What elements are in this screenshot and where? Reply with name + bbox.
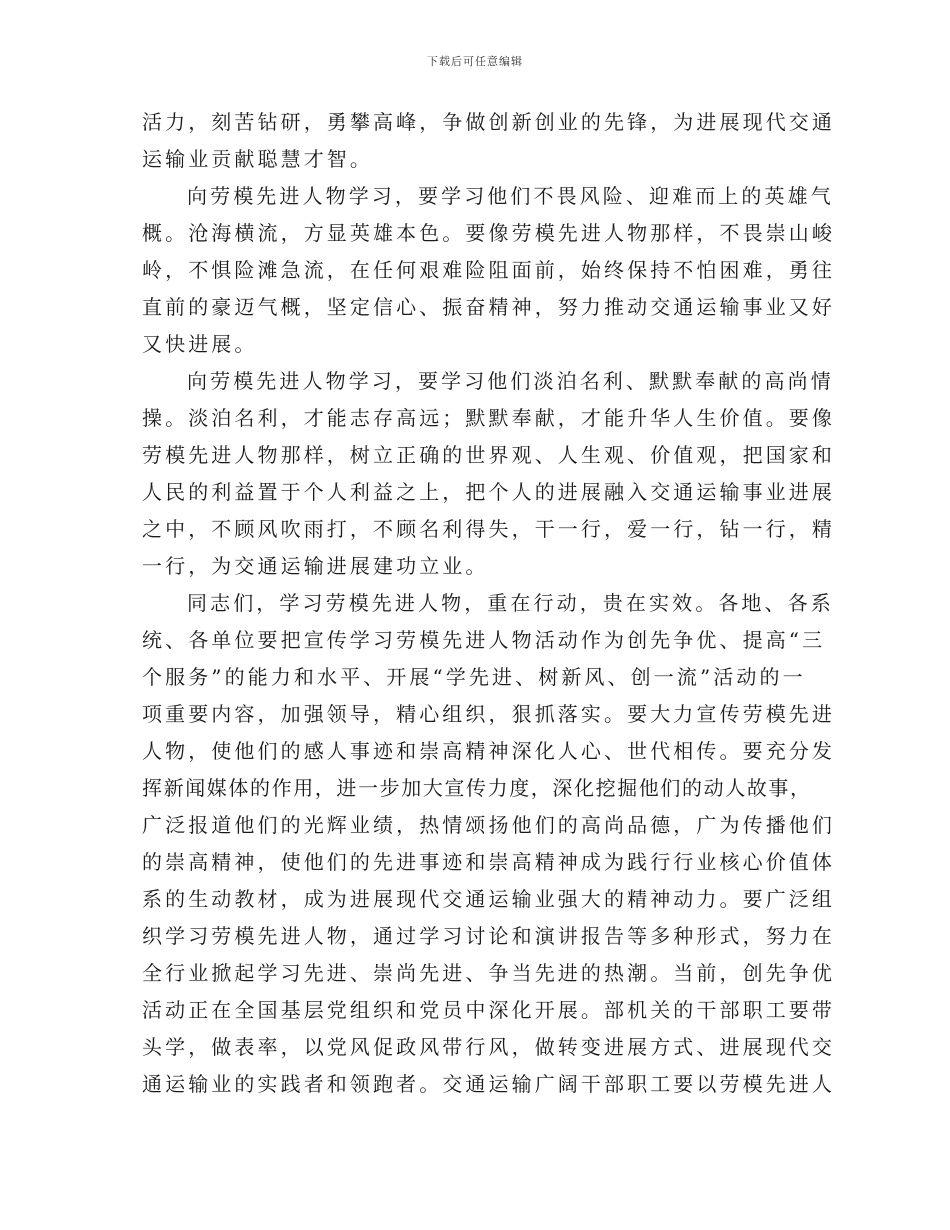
text-line: 一行，为交通运输进展建功立业。: [142, 554, 489, 578]
paragraph-first-line: 同志们，学习劳模先进人物，重在行动，贵在实效。各地、各系: [187, 591, 834, 615]
text-line: 的崇高精神，使他们的先进事迹和崇高精神成为践行行业核心价值体: [142, 850, 835, 874]
text-line: 操。淡泊名利，才能志存高远；默默奉献，才能升华人生价值。要像: [142, 406, 835, 430]
text-line: 个服务”的能力和水平、开展“学先进、树新风、创一流”活动的一: [142, 665, 806, 689]
paragraph-first-line: 向劳模先进人物学习，要学习他们不畏风险、迎难而上的英雄气: [187, 184, 834, 208]
text-line: 挥新闻媒体的作用，进一步加大宣传力度，深化挖掘他们的动人故事，: [142, 776, 812, 800]
text-line: 活力，刻苦钻研，勇攀高峰，争做创新创业的先锋，为进展现代交通: [142, 110, 835, 134]
text-line: 劳模先进人物那样，树立正确的世界观、人生观、价值观，把国家和: [142, 443, 835, 467]
text-line: 直前的豪迈气概，坚定信心、振奋精神，努力推动交通运输事业又好: [142, 295, 835, 319]
text-line: 之中，不顾风吹雨打，不顾名利得失，干一行，爱一行，钻一行，精: [142, 517, 835, 541]
text-line: 广泛报道他们的光辉业绩，热情颂扬他们的高尚品德，广为传播他们: [142, 813, 835, 837]
text-line: 头学，做表率，以党风促政风带行风，做转变进展方式、进展现代交: [142, 1035, 835, 1059]
text-line: 又快进展。: [142, 332, 258, 356]
text-line: 运输业贡献聪慧才智。: [142, 147, 373, 171]
page-header-note: 下载后可任意编辑: [427, 55, 523, 68]
text-line: 人物，使他们的感人事迹和崇高精神深化人心、世代相传。要充分发: [142, 739, 835, 763]
text-line: 人民的利益置于个人利益之上，把个人的进展融入交通运输事业进展: [142, 480, 835, 504]
text-line: 统、各单位要把宣传学习劳模先进人物活动作为创先争优、提高“三: [142, 628, 826, 652]
paragraph-first-line: 向劳模先进人物学习，要学习他们淡泊名利、默默奉献的高尚情: [187, 369, 834, 393]
text-line: 活动正在全国基层党组织和党员中深化开展。部机关的干部职工要带: [142, 998, 835, 1022]
text-line: 全行业掀起学习先进、崇尚先进、争当先进的热潮。当前，创先争优: [142, 961, 835, 985]
text-line: 项重要内容，加强领导，精心组织，狠抓落实。要大力宣传劳模先进: [142, 702, 835, 726]
text-line: 概。沧海横流，方显英雄本色。要像劳模先进人物那样，不畏崇山峻: [142, 221, 835, 245]
text-line: 岭，不惧险滩急流，在任何艰难险阻面前，始终保持不怕困难，勇往: [142, 258, 835, 282]
document-body: [142, 104, 835, 1103]
text-line: 通运输业的实践者和领跑者。交通运输广阔干部职工要以劳模先进人: [142, 1072, 835, 1096]
text-line: 织学习劳模先进人物，通过学习讨论和演讲报告等多种形式，努力在: [142, 924, 835, 948]
text-line: 系的生动教材，成为进展现代交通运输业强大的精神动力。要广泛组: [142, 887, 835, 911]
